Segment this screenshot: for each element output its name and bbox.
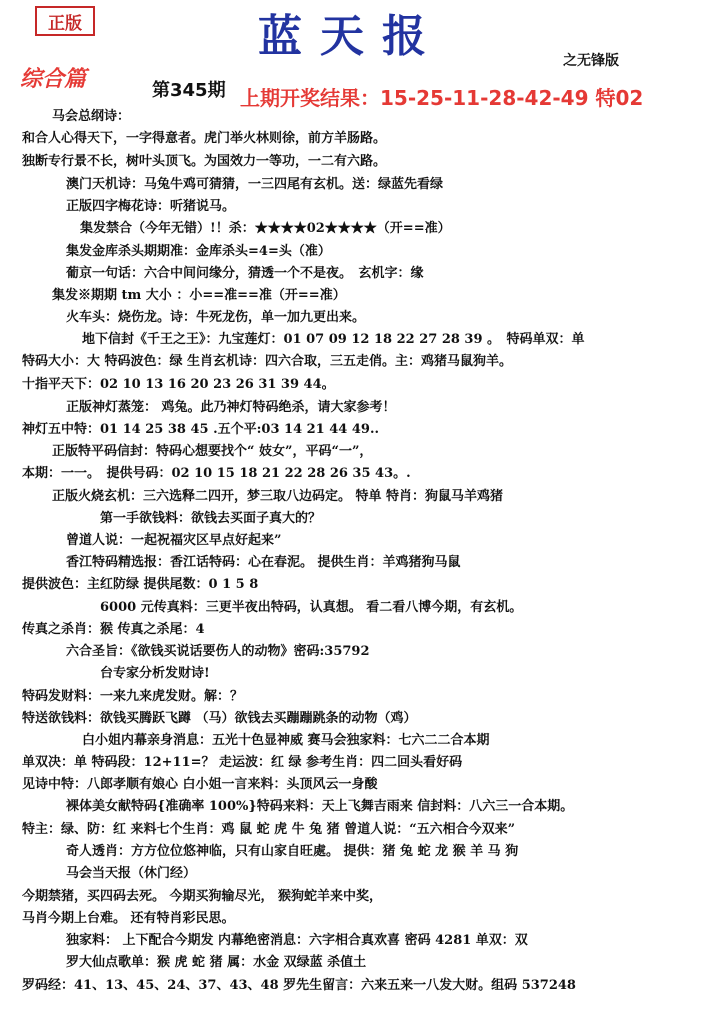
text-line: 特码发财料：一来九来虎发财。解：？: [22, 689, 244, 704]
section-label: 综合篇: [20, 67, 87, 92]
text-line: 6000 元传真料：三更半夜出特码，认真想。 看二看八博今期，有玄机。: [100, 600, 523, 615]
text-line: 马肖今期上台难。 还有特肖彩民思。: [22, 911, 235, 926]
last-result: 上期开奖结果：15-25-11-28-42-49 特02: [240, 86, 644, 110]
text-line: 见诗中特：八郎孝顺有娘心 白小姐一言来料：头顶风云一身酸: [22, 777, 378, 792]
text-line: 独家料： 上下配合今期发 内幕绝密消息：六字相合真欢喜 密码 4281 单双：双: [66, 933, 528, 948]
text-line: 马会当天报（休门经）: [66, 866, 197, 881]
text-line: 第一手欲钱料：欲钱去买面子真大的？: [100, 511, 322, 526]
text-line: 马会总纲诗：: [52, 109, 131, 124]
text-line: 集发※期期 tm 大小 ：小==准==准（开==准）: [52, 288, 346, 303]
text-line: 特码大小：大 特码波色：绿 生肖玄机诗：四六合取，三五走俏。主：鸡猪马鼠狗羊。: [22, 354, 513, 369]
text-line: 六合圣旨：《欲钱买说话要伤人的动物》密码:35792: [66, 644, 370, 659]
issue-number: 第345期: [152, 80, 226, 101]
text-line: 今期禁猪，买四码去死。 今期买狗输尽光， 猴狗蛇羊来中奖，: [22, 889, 383, 904]
text-line: 地下信封《千王之王》：九宝莲灯：01 07 09 12 18 22 27 28 39 。 特码单双：单: [82, 332, 585, 347]
text-line: 罗大仙点歌单：猴 虎 蛇 猪 属：水金 双绿蓝 杀值土: [66, 955, 367, 970]
text-line: 特送欲钱料：欲钱买腾跃飞蹲 （马）欲钱去买蹦蹦跳条的动物（鸡）: [22, 711, 417, 726]
text-line: 曾道人说：一起祝福灾区早点好起来”: [66, 533, 282, 548]
text-line: 集发禁合（今年无错）!！杀：★★★★02★★★★（开==准）: [80, 221, 451, 236]
text-line: 台专家分析发财诗!: [100, 666, 210, 681]
text-line: 集发金库杀头期期准：金库杀头=4=头（准）: [66, 244, 331, 259]
edition-label: 之无锋版: [563, 53, 619, 69]
text-line: 葡京一句话：六合中间问缘分，猜透一个不是夜。 玄机字：缘: [66, 266, 424, 281]
text-line: 正版神灯蒸笼： 鸡兔。此乃神灯特码绝杀，请大家参考！: [66, 400, 396, 415]
page-title: 蓝天报: [258, 11, 444, 62]
text-line: 澳门天机诗：马兔牛鸡可猜猜，一三四尾有玄机。送：绿蓝先看绿: [66, 177, 444, 192]
text-line: 和合人心得天下，一字得意者。虎门举火林则徐，前方羊肠路。: [22, 131, 387, 146]
text-line: 裸体美女献特码{准确率 100%}特码来料：天上飞舞吉雨来 信封料：八六三一合本期。: [66, 799, 574, 814]
text-line: 独断专行景不长，树叶头顶飞。为国效力一等功，一二有六路。: [22, 154, 387, 169]
text-line: 神灯五中特：01 14 25 38 45 .五个平:03 14 21 44 49..: [22, 422, 380, 437]
text-line: 正版特平码信封：特码心想要找个“ 妓女”，平码“一”，: [52, 444, 373, 459]
text-line: 奇人透肖：方方位位悠神临，只有山家自旺處。 提供：猪 兔 蛇 龙 猴 羊 马 狗: [66, 844, 519, 859]
text-line: 香江特码精选报：香江话特码：心在春泥。 提供生肖：羊鸡猪狗马鼠: [66, 555, 461, 570]
text-line: 正版四字梅花诗：听猪说马。: [66, 199, 236, 214]
text-line: 十指平天下：02 10 13 16 20 23 26 31 39 44。: [22, 377, 335, 392]
genuine-badge: 正版: [35, 6, 95, 36]
text-line: 提供波色：主红防绿 提供尾数：0 1 5 8: [22, 577, 259, 592]
text-line: 火车头：烧伤龙。诗：牛死龙伤，单一加九更出来。: [66, 310, 366, 325]
text-line: 传真之杀肖：猴 传真之杀尾：4: [22, 622, 205, 637]
text-line: 单双决：单 特码段：12+11=？ 走运波：红 绿 参考生肖：四二回头看好码: [22, 755, 463, 770]
text-line: 白小姐内幕亲身消息：五光十色显神威 赛马会独家料：七六二二合本期: [82, 733, 490, 748]
text-line: 本期：一一。 提供号码：02 10 15 18 21 22 28 26 35 43。.: [22, 466, 411, 481]
text-line: 正版火烧玄机：三六选释二四开，梦三取八边码定。 特单 特肖：狗鼠马羊鸡猪: [52, 489, 504, 504]
text-line: 罗码经：41、13、45、24、37、43、48 罗先生留言：六来五来一八发大财。组码 537248: [22, 978, 576, 993]
text-line: 特主：绿、防：红 来料七个生肖：鸡 鼠 蛇 虎 牛 兔 猪 曾道人说：“五六相合今双来”: [22, 822, 516, 837]
